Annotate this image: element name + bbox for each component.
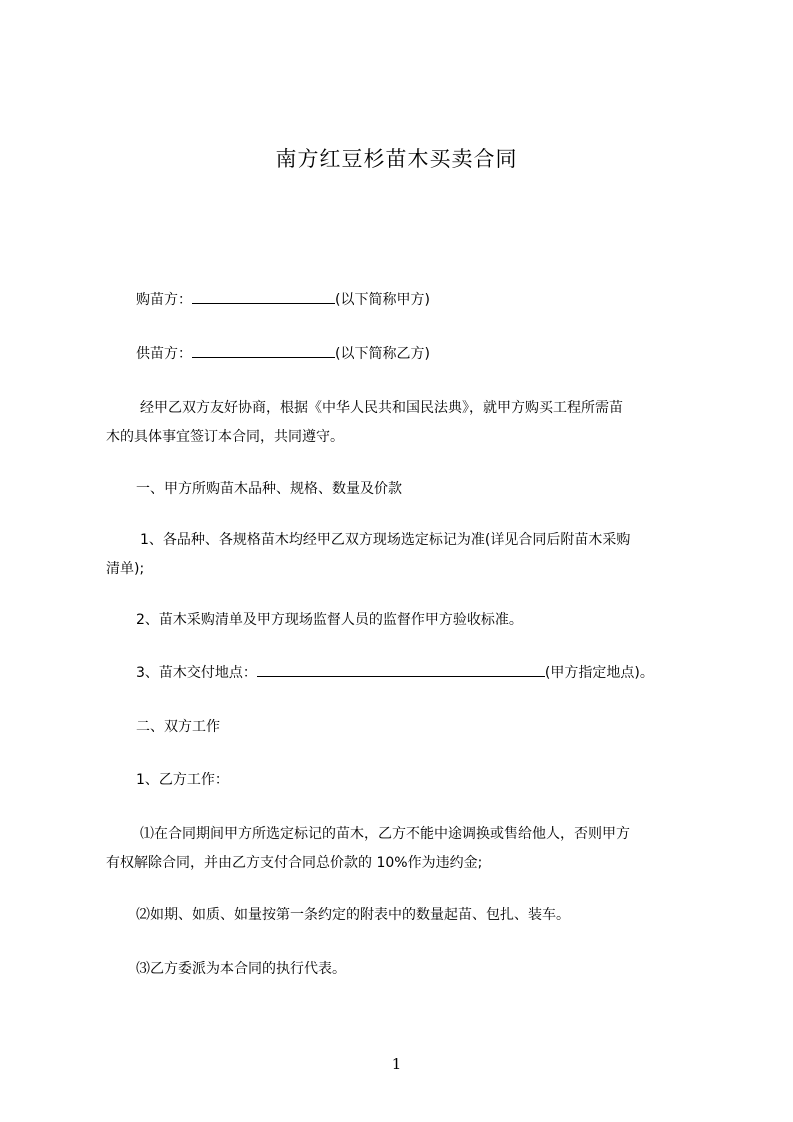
page-number: 1: [391, 1055, 402, 1073]
section2-clause2: ⑵如期、如质、如量按第一条约定的附表中的数量起苗、包扎、装车。: [136, 907, 570, 923]
supplier-label: 供苗方：: [136, 346, 192, 362]
document-title: 南方红豆杉苗木买卖合同: [275, 147, 518, 171]
buyer-suffix: (以下简称甲方): [335, 292, 430, 308]
section2-heading: 二、双方工作: [136, 719, 220, 735]
buyer-label: 购苗方：: [136, 292, 192, 308]
section1-item3-suffix: (甲方指定地点)。: [544, 665, 654, 681]
section1-item1-line-2: 清单);: [106, 561, 145, 577]
buyer-line: [136, 286, 736, 315]
supplier-line: [136, 340, 736, 369]
supplier-suffix: (以下简称乙方): [335, 346, 430, 362]
section1-item3-label: 3、苗木交付地点：: [136, 665, 257, 681]
delivery-location-blank: [257, 662, 545, 677]
section1-item1-line-1: 1、各品种、各规格苗木均经甲乙双方现场选定标记为准(详见合同后附苗木采购: [140, 532, 631, 548]
section2-sub1: 1、乙方工作：: [136, 772, 229, 788]
section2-clause1-line-2: 有权解除合同，并由乙方支付合同总价款的 10%作为违约金;: [106, 855, 483, 871]
section1-item2: 2、苗木采购清单及甲方现场监督人员的监督作甲方验收标准。: [136, 612, 523, 628]
intro-line-1: 经甲乙双方友好协商，根据《中华人民共和国民法典》，就甲方购买工程所需苗: [140, 400, 623, 416]
section2-clause3: ⑶乙方委派为本合同的执行代表。: [136, 961, 346, 977]
section1-heading: 一、甲方所购苗木品种、规格、数量及价款: [136, 481, 402, 497]
section1-item3-line: [136, 659, 736, 688]
section2-clause1-line-1: ⑴在合同期间甲方所选定标记的苗木，乙方不能中途调换或售给他人，否则甲方: [140, 826, 630, 842]
intro-line-2: 木的具体事宜签订本合同，共同遵守。: [106, 429, 344, 445]
supplier-blank: [192, 343, 335, 358]
buyer-blank: [192, 289, 335, 304]
